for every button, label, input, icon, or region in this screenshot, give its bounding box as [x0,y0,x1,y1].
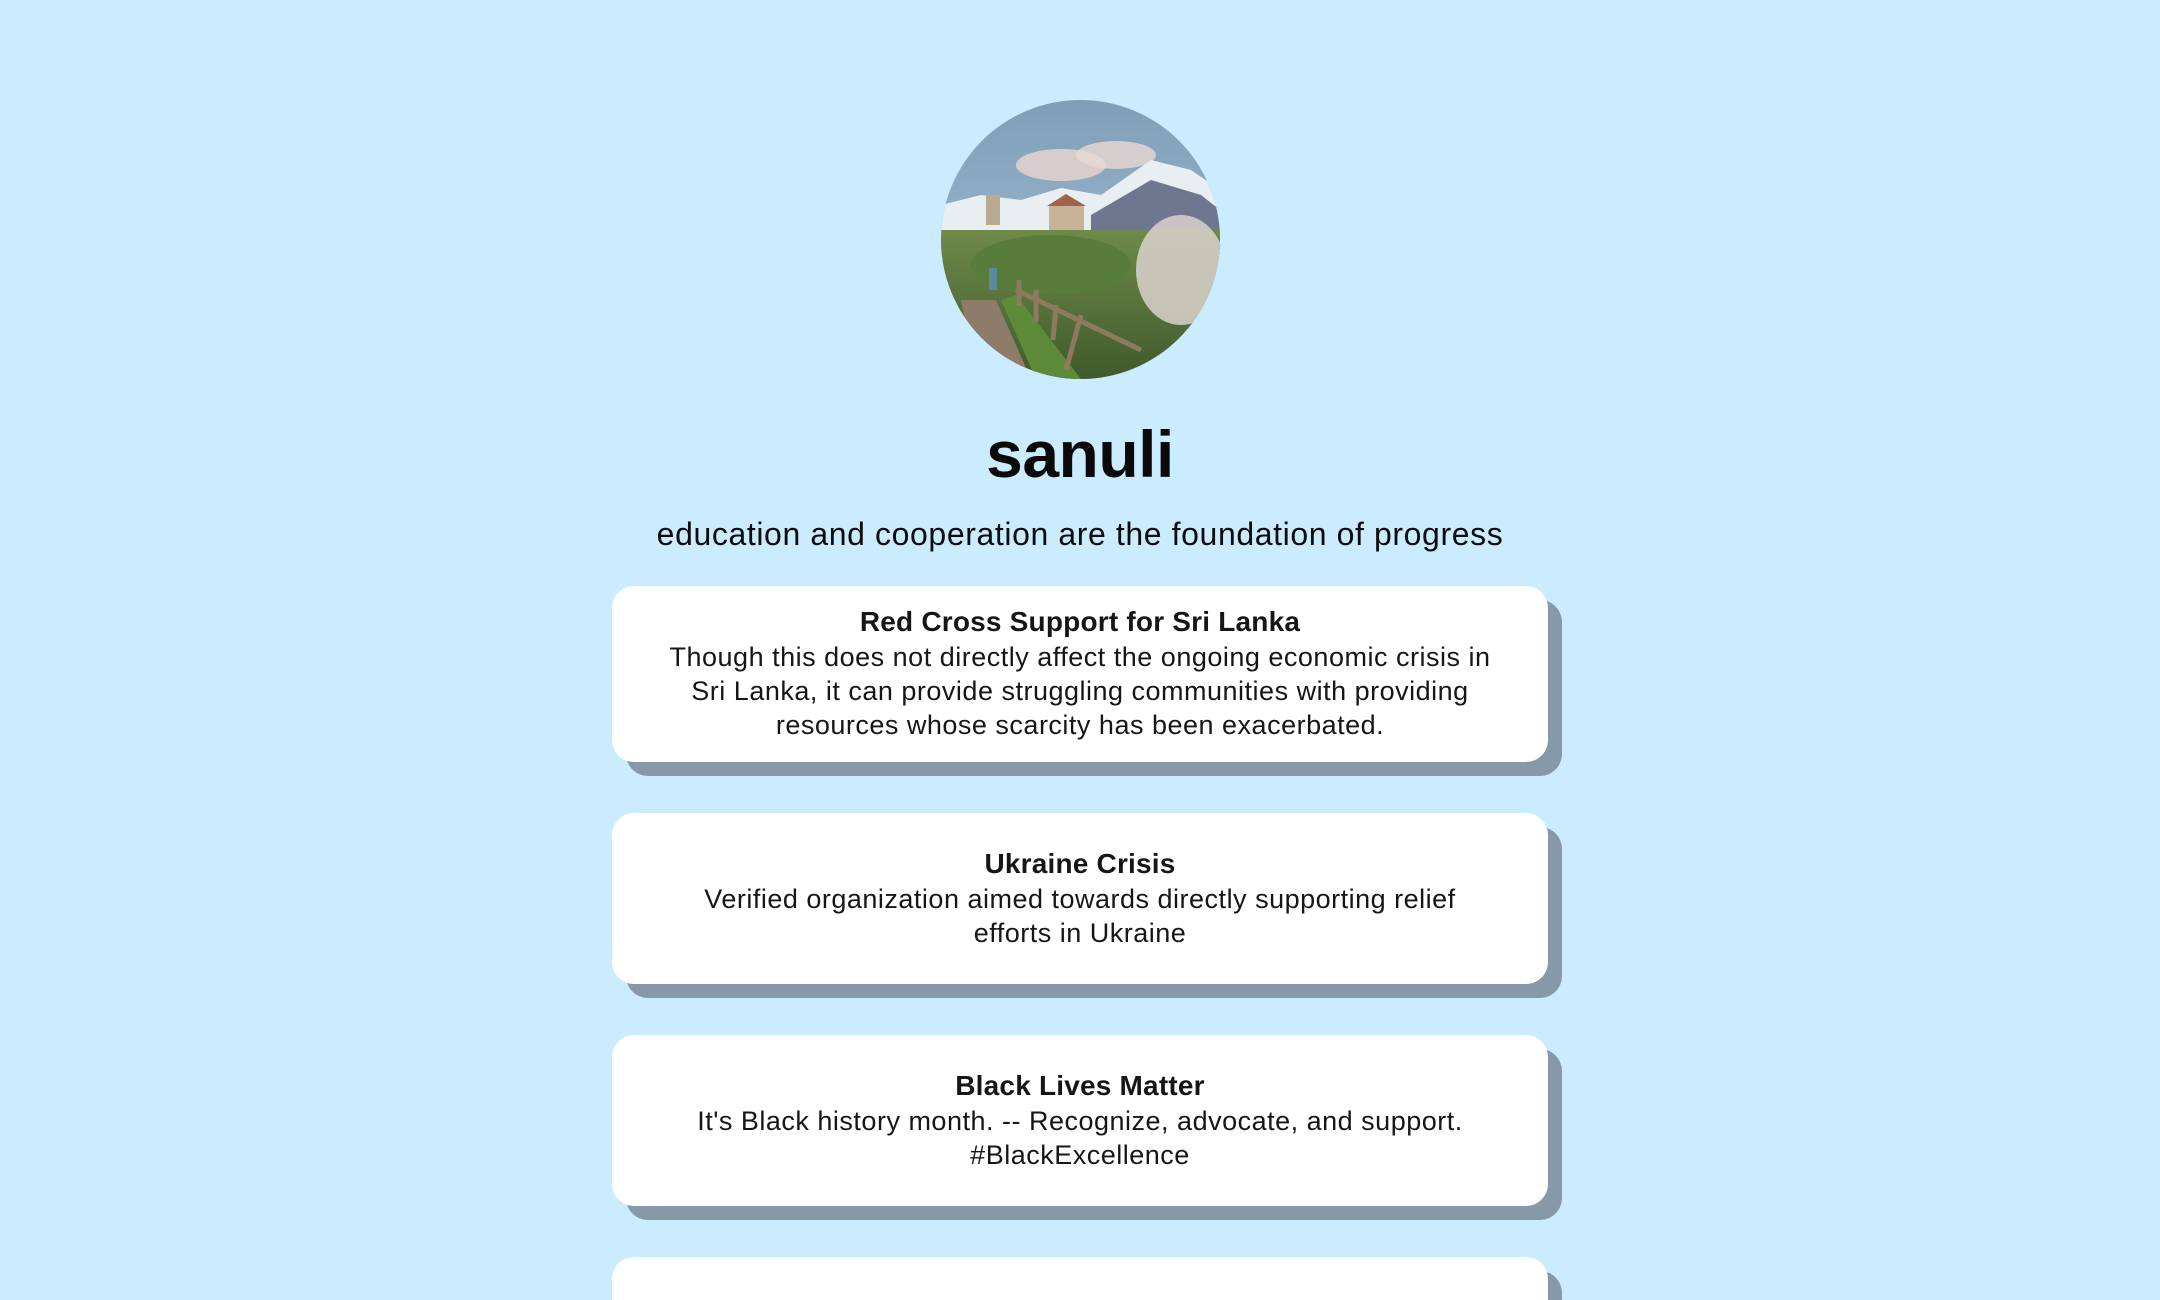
avatar [941,100,1220,379]
profile-name: sanuli [986,417,1174,491]
link-card-description [670,640,1491,742]
link-card-description [697,1104,1463,1172]
link-card-title: Black Lives Matter [955,1069,1205,1101]
description-line: resources whose scarcity has been exacerbated. [775,710,1385,740]
link-list [612,586,1548,1300]
description-line: Verified organization aimed towards directly supporting relief [704,883,1456,914]
link-card-title: Ukraine Crisis [984,847,1176,879]
description-line: Sri Lanka, it can provide struggling communities with providing [691,676,1469,706]
landscape-painting-image [941,100,1220,379]
link-card-black-lives-matter[interactable] [612,1035,1548,1206]
link-card-partial[interactable] [612,1257,1548,1300]
link-card-title: Red Cross Support for Sri Lanka [859,606,1301,637]
description-line: #BlackExcellence [970,1139,1190,1170]
description-line: efforts in Ukraine [973,917,1187,948]
link-card-red-cross-sri-lanka[interactable] [612,586,1548,762]
link-card-description [704,882,1455,950]
profile-bio: education and cooperation are the foundation of progress [656,516,1504,552]
link-card-ukraine-crisis[interactable] [612,813,1548,984]
description-line: Though this does not directly affect the ongoing economic crisis in [669,642,1491,672]
description-line: It's Black history month. -- Recognize, advocate, and support. [697,1105,1463,1136]
